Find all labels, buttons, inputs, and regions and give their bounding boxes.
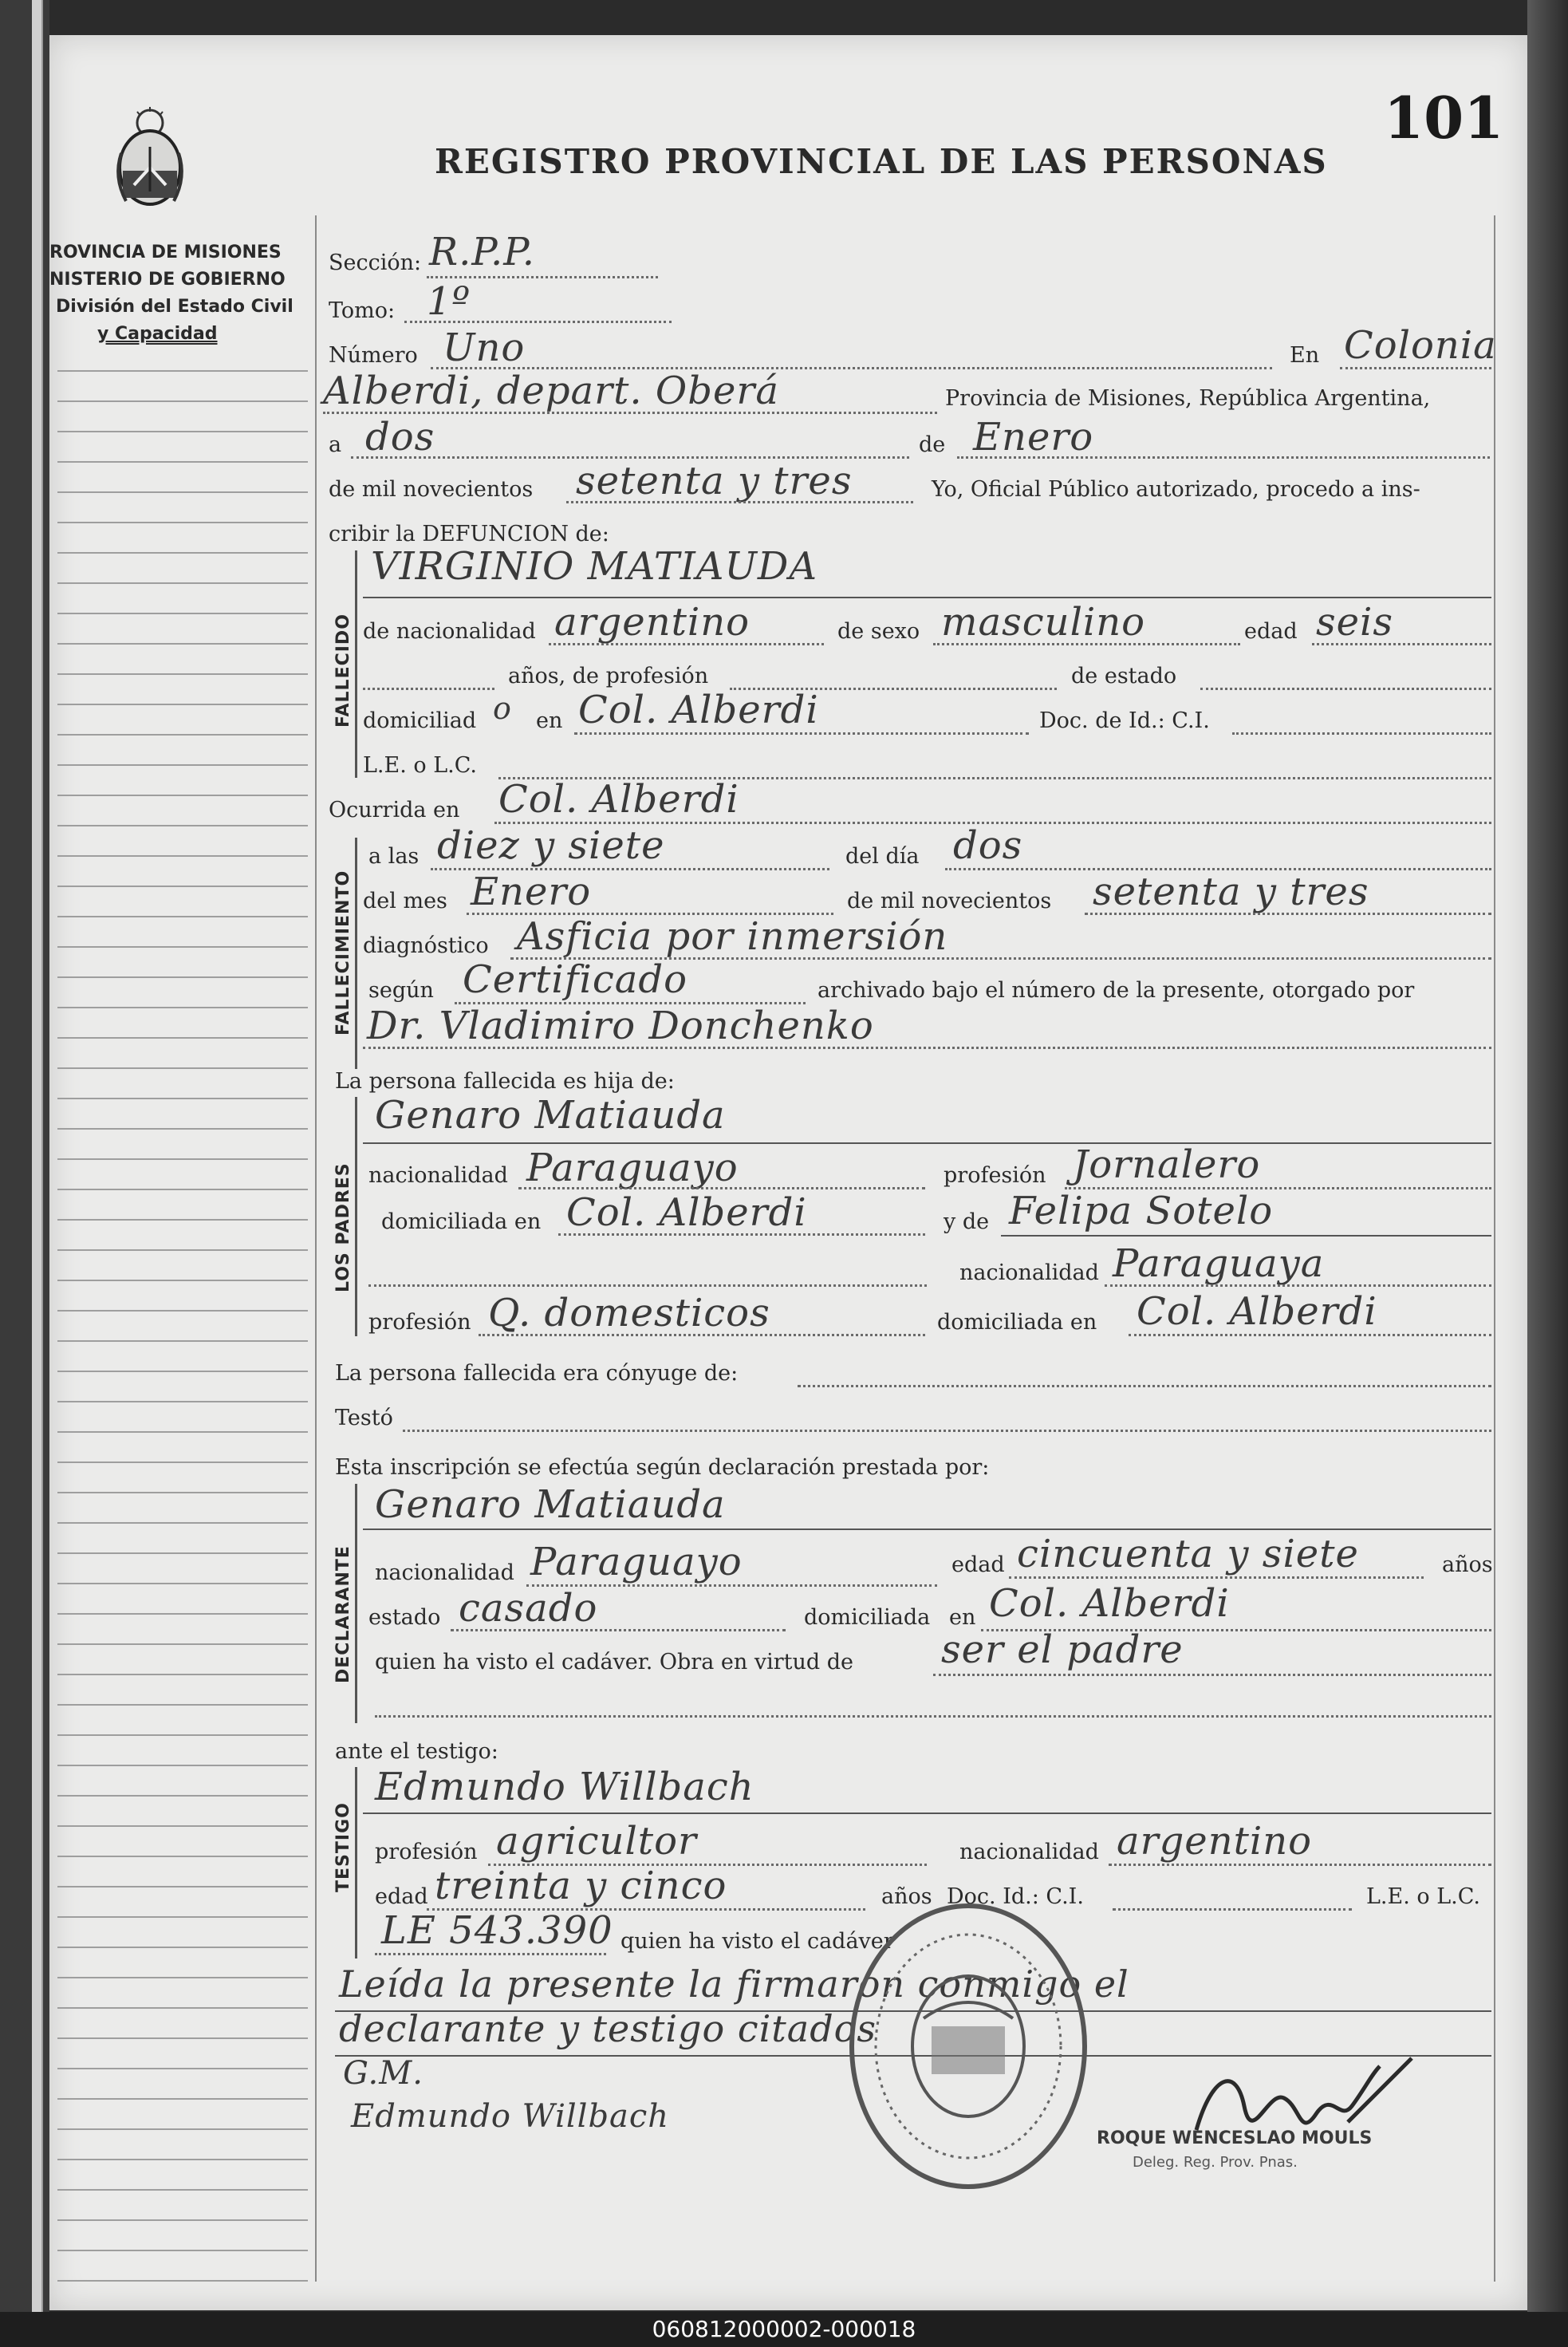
office-line: División del Estado Civil — [56, 297, 294, 317]
margin-ruled-line — [57, 2219, 308, 2221]
label-quien-visto: quien ha visto el cadáver. Obra en virtud de — [375, 1650, 854, 1674]
value-hora: diez y siete — [437, 823, 665, 868]
margin-ruled-line — [57, 1371, 308, 1372]
line-madre-prof — [479, 1334, 925, 1336]
margin-ruled-line — [57, 1947, 308, 1948]
line-padre-dom — [558, 1233, 925, 1236]
line-edad — [1312, 643, 1491, 645]
label-domiciliado: domiciliad — [363, 708, 477, 733]
margin-ruled-line — [57, 1280, 308, 1281]
line-fall-anio — [1085, 913, 1491, 915]
line-declarante — [363, 1529, 1491, 1530]
margin-ruled-line — [57, 946, 308, 948]
value-madre-dom: Col. Alberdi — [1137, 1289, 1377, 1334]
margin-ruled-line — [57, 491, 308, 493]
margin-ruled-line — [57, 795, 308, 796]
margin-ruled-line — [57, 643, 308, 645]
value-segun: Certificado — [463, 957, 687, 1002]
value-nota2: declarante y testigo citados — [339, 2007, 877, 2050]
margin-ruled-line — [57, 1583, 308, 1584]
line-decl-virtud — [933, 1674, 1491, 1676]
line-nombre — [363, 597, 1491, 598]
label-numero: Número — [329, 343, 418, 368]
margin-ruled-line — [57, 1613, 308, 1615]
value-padre: Genaro Matiauda — [375, 1093, 726, 1138]
book-edge-right — [1527, 0, 1568, 2329]
value-numero: Uno — [443, 325, 526, 370]
line-test-doc-num — [375, 1953, 606, 1955]
label-anos-test: años — [881, 1884, 932, 1909]
office-line: y Capacidad — [97, 324, 218, 344]
label-doc-id: Doc. de Id.: C.I. — [1039, 708, 1210, 733]
margin-rule — [315, 215, 317, 2282]
right-margin-rule — [1494, 215, 1495, 2282]
margin-ruled-line — [57, 2068, 308, 2069]
value-anio: setenta y tres — [576, 459, 853, 503]
stamp-name: ROQUE WENCESLAO MOULS — [1097, 2128, 1373, 2148]
line-test-nac — [1109, 1864, 1491, 1866]
line-madre-nac — [1105, 1284, 1491, 1287]
value-seccion: R.P.P. — [429, 230, 536, 274]
margin-ruled-line — [57, 2037, 308, 2039]
label-de-mil-2: de mil novecientos — [847, 889, 1052, 913]
margin-ruled-line — [57, 764, 308, 766]
label-inscripcion: Esta inscripción se efectúa según declaración prestada por: — [335, 1455, 990, 1480]
label-en-domicilio: en — [536, 708, 563, 733]
value-decl-estado: casado — [459, 1586, 598, 1631]
margin-ruled-line — [57, 522, 308, 523]
margin-ruled-line — [57, 2280, 308, 2282]
value-padre-prof: Jornalero — [1073, 1142, 1261, 1187]
value-testigo: Edmundo Willbach — [375, 1765, 754, 1809]
side-label-declarante: DECLARANTE — [333, 1545, 353, 1683]
line-domicilio — [574, 732, 1029, 735]
line-anio — [566, 501, 913, 503]
line-decl-edad — [1009, 1576, 1424, 1579]
margin-ruled-line — [57, 1431, 308, 1433]
label-domiciliada-padre: domiciliada en — [381, 1209, 542, 1234]
margin-ruled-line — [57, 1098, 308, 1099]
value-decl-virtud: ser el padre — [941, 1627, 1184, 1672]
side-label-fallecido: FALLECIDO — [333, 613, 353, 728]
image-id-footer: 060812000002-000018 — [0, 2312, 1568, 2347]
line-decl-extra — [375, 1715, 1491, 1718]
margin-ruled-line — [57, 1219, 308, 1221]
margin-ruled-line — [57, 2159, 308, 2160]
label-diagnostico: diagnóstico — [363, 933, 489, 958]
margin-ruled-line — [57, 1189, 308, 1190]
issuing-office — [49, 239, 305, 348]
declarante-bracket — [355, 1484, 357, 1723]
label-nacionalidad-test: nacionalidad — [959, 1840, 1099, 1864]
margin-ruled-line — [57, 1340, 308, 1342]
margin-ruled-line — [57, 1310, 308, 1312]
label-le-lc: L.E. o L.C. — [363, 753, 478, 778]
margin-ruled-line — [57, 1916, 308, 1918]
line-en — [1340, 367, 1491, 369]
value-tomo: 1º — [427, 279, 471, 324]
value-madre-nac: Paraguaya — [1113, 1241, 1325, 1286]
label-en-decl: en — [949, 1605, 976, 1630]
label-edad-test: edad — [375, 1884, 428, 1909]
margin-ruled-line — [57, 1886, 308, 1887]
line-madre-dom — [1129, 1334, 1491, 1336]
label-conyuge: La persona fallecida era cónyuge de: — [335, 1361, 739, 1386]
margin-ruled-line — [57, 613, 308, 614]
label-profesion-madre: profesión — [368, 1310, 471, 1335]
value-test-prof: agricultor — [496, 1819, 697, 1864]
line-padre-nac — [518, 1187, 925, 1189]
line-test-doc — [1113, 1908, 1352, 1911]
line-testigo — [363, 1813, 1491, 1814]
label-nacionalidad-decl: nacionalidad — [375, 1560, 514, 1585]
label-testo: Testó — [335, 1406, 393, 1430]
label-domiciliada-madre: domiciliada en — [937, 1310, 1097, 1335]
line-mes — [957, 456, 1490, 459]
value-firma1: G.M. — [343, 2055, 424, 2092]
line-padre — [363, 1142, 1491, 1144]
line-decl-estado — [451, 1629, 786, 1631]
value-madre: Felipa Sotelo — [1009, 1189, 1274, 1233]
margin-ruled-line — [57, 1795, 308, 1797]
padres-bracket — [355, 1097, 357, 1336]
margin-ruled-line — [57, 825, 308, 826]
value-declarante: Genaro Matiauda — [375, 1482, 726, 1527]
label-edad: edad — [1244, 619, 1298, 644]
page-binding-strip — [32, 0, 43, 2313]
label-cribir: cribir la DEFUNCION de: — [329, 522, 609, 546]
label-del-mes: del mes — [363, 889, 447, 913]
value-test-edad: treinta y cinco — [435, 1864, 727, 1908]
label-en: En — [1290, 343, 1320, 368]
value-edad: seis — [1316, 600, 1394, 645]
label-sexo: de sexo — [837, 619, 920, 644]
value-padre-dom: Col. Alberdi — [566, 1190, 807, 1235]
line-tomo — [404, 321, 672, 323]
label-estado-decl: estado — [368, 1605, 441, 1630]
value-nombre: VIRGINIO MATIAUDA — [371, 544, 818, 589]
margin-ruled-line — [57, 1401, 308, 1402]
line-anos — [363, 688, 494, 690]
margin-ruled-line — [57, 2189, 308, 2191]
margin-ruled-line — [57, 2128, 308, 2130]
label-nacionalidad-padre: nacionalidad — [368, 1163, 508, 1188]
testigo-bracket — [355, 1767, 357, 1958]
margin-ruled-line — [57, 461, 308, 463]
label-del-dia: del día — [845, 844, 920, 869]
label-a: a — [329, 432, 342, 457]
value-decl-nac: Paraguayo — [530, 1540, 743, 1584]
value-fall-anio: setenta y tres — [1093, 870, 1369, 914]
line-sexo — [933, 643, 1240, 645]
margin-ruled-line — [57, 582, 308, 584]
stamp-subtitle: Deleg. Reg. Prov. Pnas. — [1133, 2154, 1298, 2171]
office-line: ROVINCIA DE MISIONES — [49, 243, 282, 262]
document-title: REGISTRO PROVINCIAL DE LAS PERSONAS — [435, 142, 1328, 181]
label-doc-ci-test: Doc. Id.: C.I. — [947, 1884, 1084, 1909]
label-de-estado: de estado — [1071, 664, 1177, 688]
value-lugar: Alberdi, depart. Oberá — [323, 369, 779, 413]
folio-number: 101 — [1384, 84, 1504, 152]
value-nacionalidad: argentino — [554, 600, 751, 645]
margin-ruled-line — [57, 370, 308, 372]
margin-ruled-line — [57, 1249, 308, 1251]
margin-ruled-line — [57, 1128, 308, 1130]
label-ocurrida: Ocurrida en — [329, 798, 460, 822]
label-le-lc-test: L.E. o L.C. — [1366, 1884, 1481, 1909]
value-test-doc: LE 543.390 — [381, 1908, 613, 1953]
margin-ruled-line — [57, 1704, 308, 1706]
line-testo — [403, 1430, 1491, 1432]
line-seccion — [427, 276, 658, 278]
line-estado — [1200, 688, 1491, 690]
margin-ruled-line — [57, 431, 308, 432]
label-domiciliada-decl: domiciliada — [804, 1605, 931, 1630]
label-de-mil: de mil novecientos — [329, 477, 534, 502]
label-y-de: y de — [944, 1209, 990, 1234]
margin-ruled-line — [57, 1492, 308, 1493]
margin-ruled-line — [57, 1856, 308, 1857]
line-lugar — [323, 412, 937, 414]
margin-ruled-line — [57, 886, 308, 887]
margin-ruled-line — [57, 2098, 308, 2100]
official-seal-icon — [844, 1899, 1093, 2194]
label-profesion-test: profesión — [375, 1840, 478, 1864]
label-ante-testigo: ante el testigo: — [335, 1739, 498, 1764]
value-decl-edad: cincuenta y siete — [1017, 1532, 1359, 1576]
margin-ruled-line — [57, 1977, 308, 1978]
label-de: de — [919, 432, 946, 457]
line-madre — [1001, 1235, 1491, 1237]
margin-ruled-line — [57, 1765, 308, 1766]
label-oficial: Yo, Oficial Público autorizado, procedo a ins- — [932, 477, 1420, 502]
value-diagnostico: Asficia por inmersión — [517, 914, 948, 959]
value-ocurrida: Col. Alberdi — [498, 777, 739, 822]
label-edad-decl: edad — [951, 1552, 1005, 1577]
label-seccion: Sección: — [329, 250, 422, 275]
label-a-las: a las — [368, 844, 420, 869]
margin-ruled-line — [57, 1037, 308, 1039]
margin-ruled-line — [57, 1552, 308, 1554]
margin-ruled-line — [57, 1007, 308, 1008]
line-nacionalidad — [549, 643, 824, 645]
margin-ruled-line — [57, 1734, 308, 1736]
label-nacionalidad-madre: nacionalidad — [959, 1260, 1099, 1285]
value-nota1: Leída la presente la firmaron conmigo el — [339, 1962, 1129, 2006]
value-test-nac: argentino — [1117, 1819, 1313, 1864]
margin-ruled-line — [57, 1825, 308, 1827]
margin-ruled-line — [57, 855, 308, 857]
value-en: Colonia — [1344, 323, 1497, 368]
label-profesion-padre: profesión — [944, 1163, 1046, 1188]
margin-ruled-line — [57, 704, 308, 705]
left-ruled-margin — [49, 35, 313, 2310]
label-segun: según — [368, 978, 434, 1003]
fallecimiento-bracket — [355, 838, 357, 1069]
margin-ruled-line — [57, 2007, 308, 2009]
office-line: NISTERIO DE GOBIERNO — [49, 270, 286, 290]
value-madre-prof: Q. domesticos — [488, 1291, 770, 1335]
value-dia: dos — [365, 415, 435, 460]
line-doc-id — [1232, 732, 1491, 735]
margin-ruled-line — [57, 1461, 308, 1463]
margin-ruled-line — [57, 976, 308, 978]
margin-ruled-line — [57, 1522, 308, 1524]
label-de-nacionalidad: de nacionalidad — [363, 619, 536, 644]
margin-ruled-line — [57, 916, 308, 917]
value-sexo: masculino — [941, 600, 1146, 645]
value-mes: Enero — [973, 415, 1094, 460]
value-medico: Dr. Vladimiro Donchenko — [367, 1004, 874, 1048]
line-conyuge — [798, 1385, 1491, 1387]
line-madre-extra — [368, 1284, 927, 1287]
margin-ruled-line — [57, 2250, 308, 2251]
margin-ruled-line — [57, 552, 308, 554]
margin-ruled-line — [57, 673, 308, 675]
value-padre-nac: Paraguayo — [526, 1146, 739, 1190]
value-decl-dom: Col. Alberdi — [989, 1581, 1230, 1626]
coat-of-arms-icon — [110, 105, 190, 214]
value-fall-dia: dos — [953, 823, 1023, 868]
label-tomo: Tomo: — [329, 298, 396, 323]
label-archivado: archivado bajo el número de la presente, otorgado por — [817, 978, 1415, 1003]
label-quien-visto-test: quien ha visto el cadáver — [621, 1929, 894, 1954]
value-domicilio: Col. Alberdi — [578, 688, 819, 732]
side-label-testigo: TESTIGO — [333, 1802, 353, 1892]
label-hija-de: La persona fallecida es hija de: — [335, 1069, 675, 1094]
value-domicilio-suffix: o — [493, 691, 512, 726]
margin-ruled-line — [57, 734, 308, 736]
margin-ruled-line — [57, 1674, 308, 1675]
label-anos-profesion: años, de profesión — [508, 664, 709, 688]
fallecido-bracket — [355, 550, 357, 778]
margin-ruled-line — [57, 1643, 308, 1645]
margin-ruled-line — [57, 1067, 308, 1069]
side-label-fallecimiento: FALLECIMIENTO — [333, 870, 353, 1035]
margin-ruled-line — [57, 1158, 308, 1160]
line-medico — [363, 1047, 1491, 1049]
side-label-padres: LOS PADRES — [333, 1162, 353, 1292]
margin-ruled-line — [57, 400, 308, 402]
value-fall-mes: Enero — [471, 870, 592, 914]
value-firma2: Edmundo Willbach — [351, 2098, 670, 2135]
label-anos-decl: años — [1442, 1552, 1493, 1577]
registrar-signature — [1180, 2042, 1420, 2170]
label-provincia: Provincia de Misiones, República Argentina, — [945, 386, 1431, 411]
